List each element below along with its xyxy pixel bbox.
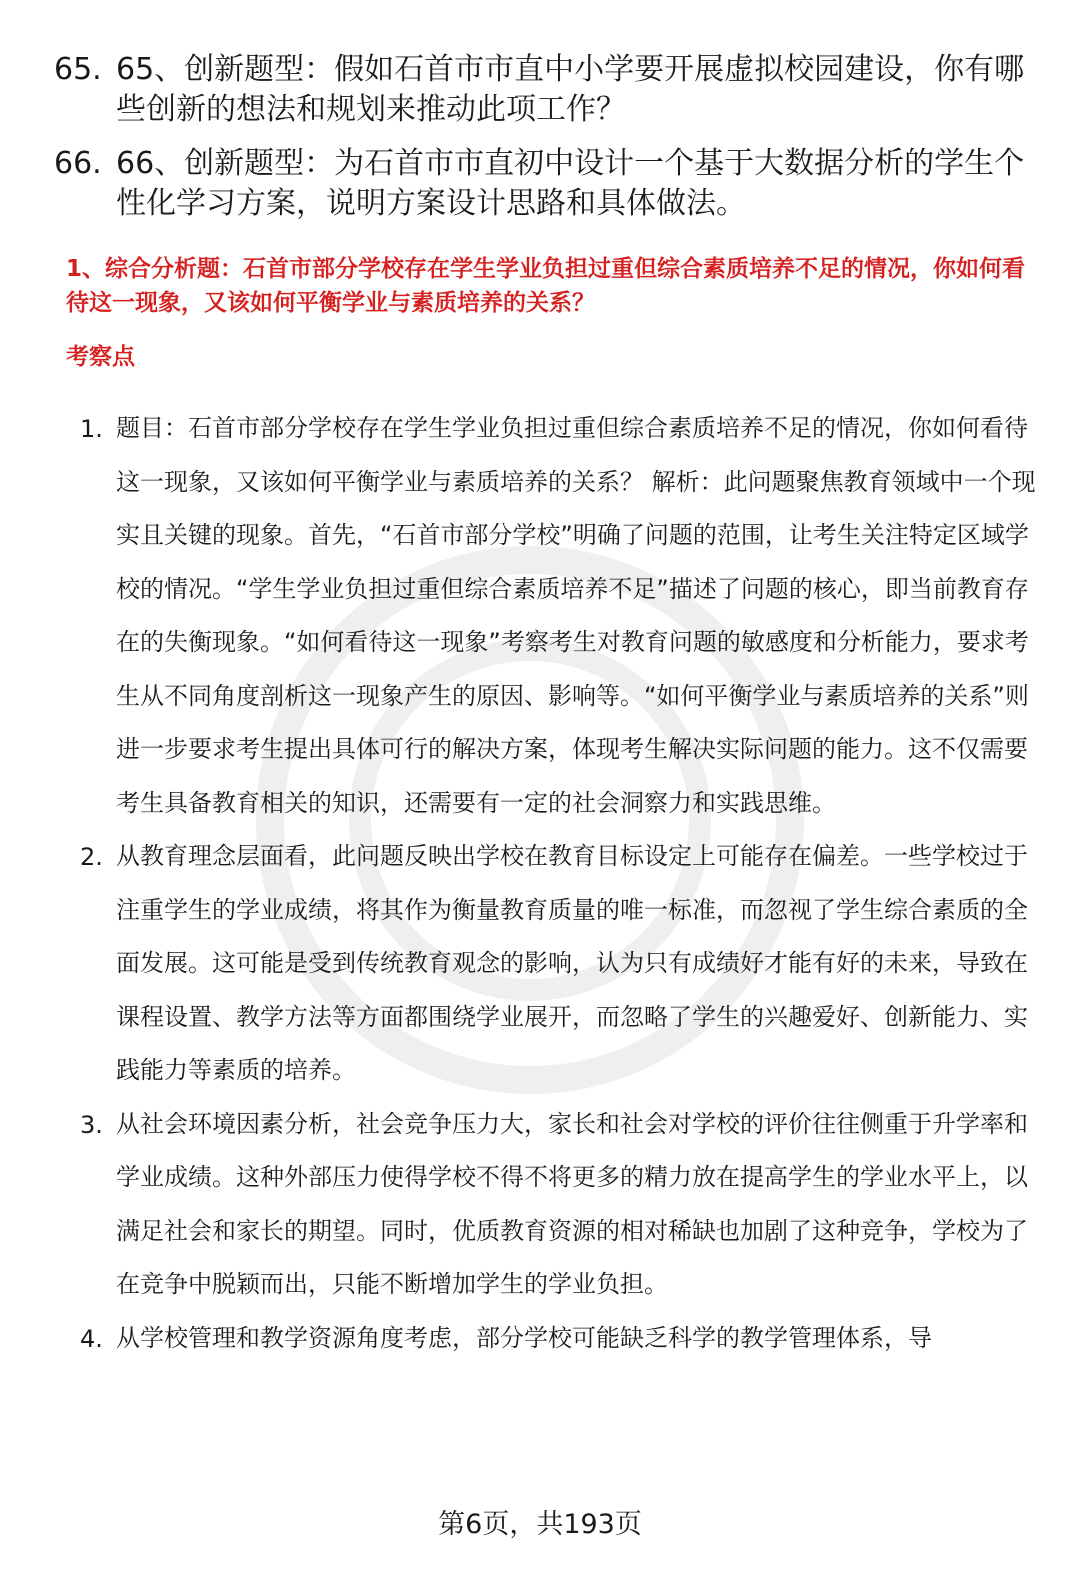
list-item	[54, 50, 1040, 130]
item-text: 从社会环境因素分析，社会竞争压力大，家长和社会对学校的评价往往侧重于升学率和学业成绩。这种外部压力使得学校不得不将更多的精力放在提高学生的学业水平上，以满足社会和家长的期望。同时，优质教育资源的相对稀缺也加剧了这种竞争，学校为了在竞争中脱颖而出，只能不断增加学生的学业负担。	[116, 1109, 1028, 1298]
item-text: 从学校管理和教学资源角度考虑，部分学校可能缺乏科学的教学管理体系，导	[116, 1323, 932, 1352]
item-number: 1.	[80, 415, 103, 443]
question-heading: 1、综合分析题：石首市部分学校存在学生学业负担过重但综合素质培养不足的情况，你如何看待这一现象，又该如何平衡学业与素质培养的关系？	[66, 256, 1026, 316]
list-item	[80, 1098, 1036, 1312]
list-item	[80, 402, 1036, 830]
item-text: 从教育理念层面看，此问题反映出学校在教育目标设定上可能存在偏差。一些学校过于注重学生的学业成绩，将其作为衡量教育质量的唯一标准，而忽视了学生综合素质的全面发展。这可能是受到传统教育观念的影响，认为只有成绩好才能有好的未来，导致在课程设置、教学方法等方面都围绕学业展开，而忽略了学生的兴趣爱好、创新能力、实践能力等素质的培养。	[116, 842, 1028, 1084]
list-item	[80, 1312, 1036, 1366]
item-number: 3.	[80, 1110, 103, 1139]
page-footer: 第6页，共193页	[438, 1509, 642, 1540]
section-label: 考察点	[66, 344, 135, 370]
previous-questions-list	[0, 50, 1080, 238]
list-item	[80, 830, 1036, 1098]
analysis-points-list	[0, 402, 1080, 1366]
list-item	[54, 144, 1040, 224]
item-number: 66.	[54, 146, 102, 181]
item-text: 题目：石首市部分学校存在学生学业负担过重但综合素质培养不足的情况，你如何看待这一现象，又该如何平衡学业与素质培养的关系？ 解析：此问题聚焦教育领域中一个现实且关键的现象。首先，“石首市部分学校”明确了问题的范围，让考生关注特定区域学校的情况。“学生学业负担过重但综合素质培养不足”描述了问题的核心，即当前教育存在的失衡现象。“如何看待这一现象”考察考生对教育问题的敏感度和分析能力，要求考生从不同角度剖析这一现象产生的原因、影响等。“如何平衡学业与素质培养的关系”则进一步要求考生提出具体可行的解决方案，体现考生解决实际问题的能力。这不仅需要考生具备教育相关的知识，还需要有一定的社会洞察力和实践思维。	[116, 414, 1036, 817]
item-number: 65.	[54, 52, 102, 87]
item-text: 66、创新题型：为石首市市直初中设计一个基于大数据分析的学生个性化学习方案，说明方案设计思路和具体做法。	[116, 146, 1025, 221]
item-number: 2.	[80, 843, 103, 871]
item-text: 65、创新题型：假如石首市市直中小学要开展虚拟校园建设，你有哪些创新的想法和规划来推动此项工作？	[116, 52, 1025, 127]
item-number: 4.	[80, 1324, 103, 1353]
